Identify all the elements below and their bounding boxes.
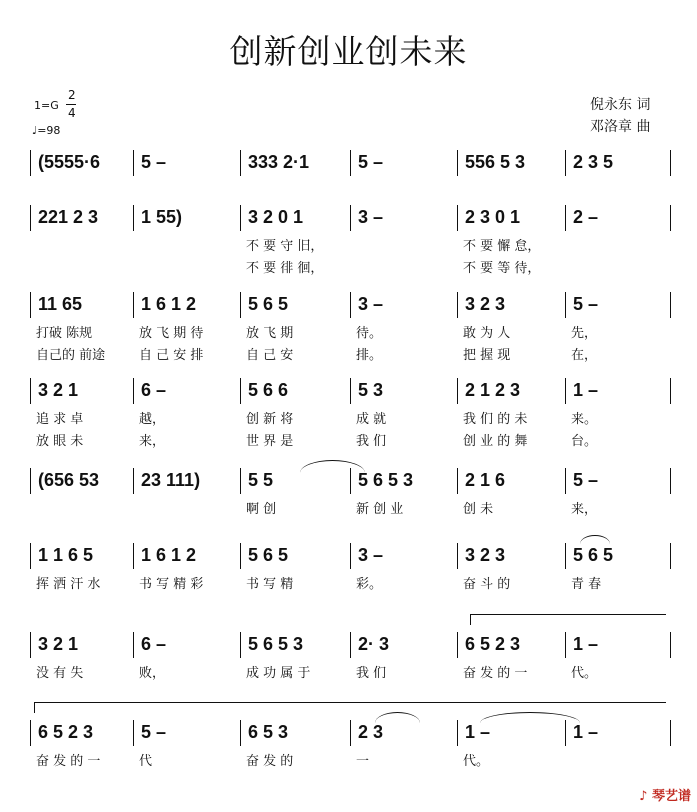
lyric-text: 自 己 安 — [246, 348, 294, 363]
song-title: 创新创业创未来 — [229, 32, 468, 71]
bar-line — [350, 205, 351, 231]
lyric-text: 败， — [139, 666, 166, 681]
measure-notes: 2 3 5 — [573, 152, 614, 172]
key-signature: 1=G — [34, 99, 59, 112]
lyric-text: 来。 — [571, 412, 598, 427]
measure-notes: 556 5 3 — [465, 152, 526, 172]
lyric-text: 待。 — [356, 326, 383, 341]
lyric-text: 来， — [139, 434, 166, 449]
lyric-text: 自己的 前途 — [36, 348, 106, 363]
bar-line — [133, 632, 134, 658]
measure-notes: 1 – — [573, 380, 599, 400]
lyric-text: 放 眼 未 — [36, 434, 84, 449]
measure-notes: 3 – — [358, 294, 384, 314]
lyric-text: 我 们 — [356, 666, 387, 681]
lyric-text: 不 要 徘 徊， — [246, 261, 324, 276]
bar-line — [350, 632, 351, 658]
lyric-text: 不 要 守 旧， — [246, 239, 324, 254]
lyric-text: 世 界 是 — [246, 434, 294, 449]
lyric-text: 不 要 懈 怠， — [463, 239, 541, 254]
bar-line — [133, 468, 134, 494]
bar-line — [565, 720, 566, 746]
lyric-text: 挥 洒 汗 水 — [36, 577, 101, 592]
bar-line — [565, 378, 566, 404]
bar-line — [565, 205, 566, 231]
bar-line — [133, 150, 134, 176]
bar-line — [565, 292, 566, 318]
measure-notes: 5 5 — [248, 470, 274, 490]
lyric-text: 一 — [356, 754, 370, 769]
lyric-text: 没 有 失 — [36, 666, 84, 681]
lyric-text: 创 新 将 — [246, 412, 294, 427]
measure-notes: 6 5 2 3 — [465, 634, 521, 654]
lyric-text: 成 就 — [356, 412, 387, 427]
bar-line — [240, 150, 241, 176]
bar-line — [133, 720, 134, 746]
composer-credit: 邓洛章 曲 — [590, 119, 651, 135]
measure-notes: 5 3 — [358, 380, 384, 400]
bar-line — [350, 378, 351, 404]
lyric-text: 放 飞 期 待 — [139, 326, 204, 341]
measure-notes: 6 – — [141, 634, 167, 654]
measure-notes: 23 111) — [141, 470, 201, 490]
lyric-text: 我 们 — [356, 434, 387, 449]
measure-notes: 6 5 3 — [248, 722, 289, 742]
measure-notes: 2· 3 — [358, 634, 390, 654]
bar-line — [240, 720, 241, 746]
bar-line — [30, 543, 31, 569]
lyric-text: 在， — [571, 348, 598, 363]
bar-line — [240, 378, 241, 404]
bar-line — [457, 543, 458, 569]
bar-line — [133, 205, 134, 231]
staff-system — [0, 543, 697, 623]
bar-line — [457, 292, 458, 318]
staff-system — [0, 292, 697, 372]
lyric-text: 来， — [571, 502, 598, 517]
lyric-text: 代 — [139, 754, 153, 769]
bar-line — [350, 150, 351, 176]
lyric-text: 打破 陈规 — [36, 326, 93, 341]
measure-notes: 2 – — [573, 207, 599, 227]
bar-line — [565, 543, 566, 569]
measure-notes: 5 6 5 3 — [358, 470, 414, 490]
measure-notes: 3 2 1 — [38, 380, 79, 400]
bar-line — [670, 543, 671, 569]
bar-line — [457, 632, 458, 658]
measure-notes: 3 2 3 — [465, 294, 506, 314]
measure-notes: 3 2 1 — [38, 634, 79, 654]
bar-line — [457, 468, 458, 494]
measure-notes: 3 2 3 — [465, 545, 506, 565]
measure-notes: 221 2 3 — [38, 207, 99, 227]
bar-line — [457, 205, 458, 231]
measure-notes: 5 6 6 — [248, 380, 289, 400]
bar-line — [457, 378, 458, 404]
bar-line — [30, 632, 31, 658]
measure-notes: 3 – — [358, 207, 384, 227]
lyric-text: 代。 — [571, 666, 598, 681]
lyric-text: 先， — [571, 326, 598, 341]
measure-notes: 1 6 1 2 — [141, 294, 197, 314]
measure-notes: 2 1 6 — [465, 470, 506, 490]
bar-line — [133, 292, 134, 318]
bar-line — [670, 150, 671, 176]
lyric-text: 我 们 的 未 — [463, 412, 528, 427]
bar-line — [565, 468, 566, 494]
bar-line — [350, 292, 351, 318]
bar-line — [133, 378, 134, 404]
bar-line — [670, 378, 671, 404]
lyric-text: 奋 发 的 一 — [463, 666, 528, 681]
bar-line — [133, 543, 134, 569]
bar-line — [457, 150, 458, 176]
bar-line — [30, 720, 31, 746]
measure-notes: 6 5 2 3 — [38, 722, 94, 742]
watermark-logo-icon: ♪ — [639, 789, 648, 804]
lyric-text: 放 飞 期 — [246, 326, 294, 341]
time-signature-denominator: 4 — [68, 106, 76, 120]
measure-notes: 2 1 2 3 — [465, 380, 521, 400]
bar-line — [240, 468, 241, 494]
measure-notes: 3 – — [358, 545, 384, 565]
watermark — [639, 785, 691, 804]
measure-notes: 1 1 6 5 — [38, 545, 94, 565]
lyric-text: 奋 发 的 — [246, 754, 294, 769]
lyric-text: 越， — [139, 412, 166, 427]
measure-notes: 6 – — [141, 380, 167, 400]
measure-notes: 5 – — [141, 152, 167, 172]
measure-notes: 5 – — [573, 294, 599, 314]
volta-bracket — [34, 702, 666, 713]
bar-line — [670, 468, 671, 494]
measure-notes: 11 65 — [38, 294, 83, 314]
bar-line — [240, 292, 241, 318]
watermark-label: 琴艺谱 — [651, 789, 691, 804]
lyric-text: 代。 — [463, 754, 490, 769]
bar-line — [30, 378, 31, 404]
measure-notes: 1 6 1 2 — [141, 545, 197, 565]
lyric-text: 书 写 精 — [246, 577, 294, 592]
lyric-text: 奋 斗 的 — [463, 577, 511, 592]
measure-notes: 5 6 5 — [248, 294, 289, 314]
bar-line — [30, 205, 31, 231]
bar-line — [240, 632, 241, 658]
measure-notes: 1 55) — [141, 207, 183, 227]
lyric-text: 成 功 属 于 — [246, 666, 311, 681]
staff-system — [0, 632, 697, 712]
measure-notes: 5 – — [141, 722, 167, 742]
measure-notes: 5 6 5 — [248, 545, 289, 565]
lyric-text: 不 要 等 待， — [463, 261, 541, 276]
lyric-text: 啊 创 — [246, 502, 277, 517]
measure-notes: 2 3 0 1 — [465, 207, 521, 227]
measure-notes: (656 53 — [38, 470, 100, 490]
bar-line — [670, 720, 671, 746]
lyric-text: 新 创 业 — [356, 502, 404, 517]
measure-notes: (5555·6 — [38, 152, 101, 172]
lyric-text: 书 写 精 彩 — [139, 577, 204, 592]
bar-line — [30, 468, 31, 494]
measure-notes: 3 2 0 1 — [248, 207, 304, 227]
slur-arc — [480, 712, 580, 723]
staff-system — [0, 720, 697, 800]
lyric-text: 台。 — [571, 434, 598, 449]
staff-system — [0, 205, 697, 285]
bar-line — [30, 292, 31, 318]
bar-line — [565, 632, 566, 658]
measure-notes: 2 3 — [358, 722, 384, 742]
staff-system — [0, 378, 697, 458]
lyric-text: 青 春 — [571, 577, 602, 592]
measure-notes: 1 – — [573, 722, 599, 742]
measure-notes: 1 – — [573, 634, 599, 654]
measure-notes: 5 6 5 — [573, 545, 614, 565]
slur-arc — [300, 460, 365, 473]
time-signature-numerator: 2 — [68, 88, 76, 102]
lyricist-credit: 倪永东 词 — [590, 97, 651, 113]
bar-line — [240, 543, 241, 569]
bar-line — [350, 543, 351, 569]
volta-bracket — [470, 614, 666, 625]
tempo-marking: ♩=98 — [32, 124, 61, 137]
measure-notes: 5 – — [573, 470, 599, 490]
lyric-text: 创 业 的 舞 — [463, 434, 528, 449]
measure-notes: 333 2·1 — [248, 152, 310, 172]
bar-line — [670, 205, 671, 231]
time-signature-line — [66, 104, 76, 105]
bar-line — [350, 720, 351, 746]
lyric-text: 创 未 — [463, 502, 494, 517]
lyric-text: 自 己 安 排 — [139, 348, 204, 363]
measure-notes: 5 – — [358, 152, 384, 172]
bar-line — [565, 150, 566, 176]
bar-line — [240, 205, 241, 231]
bar-line — [30, 150, 31, 176]
lyric-text: 把 握 现 — [463, 348, 511, 363]
lyric-text: 彩。 — [356, 577, 383, 592]
bar-line — [457, 720, 458, 746]
lyric-text: 奋 发 的 一 — [36, 754, 101, 769]
measure-notes: 5 6 5 3 — [248, 634, 304, 654]
lyric-text: 敢 为 人 — [463, 326, 511, 341]
slur-arc — [375, 712, 420, 723]
lyric-text: 排。 — [356, 348, 383, 363]
measure-notes: 1 – — [465, 722, 491, 742]
lyric-text: 追 求 卓 — [36, 412, 84, 427]
bar-line — [670, 632, 671, 658]
bar-line — [670, 292, 671, 318]
